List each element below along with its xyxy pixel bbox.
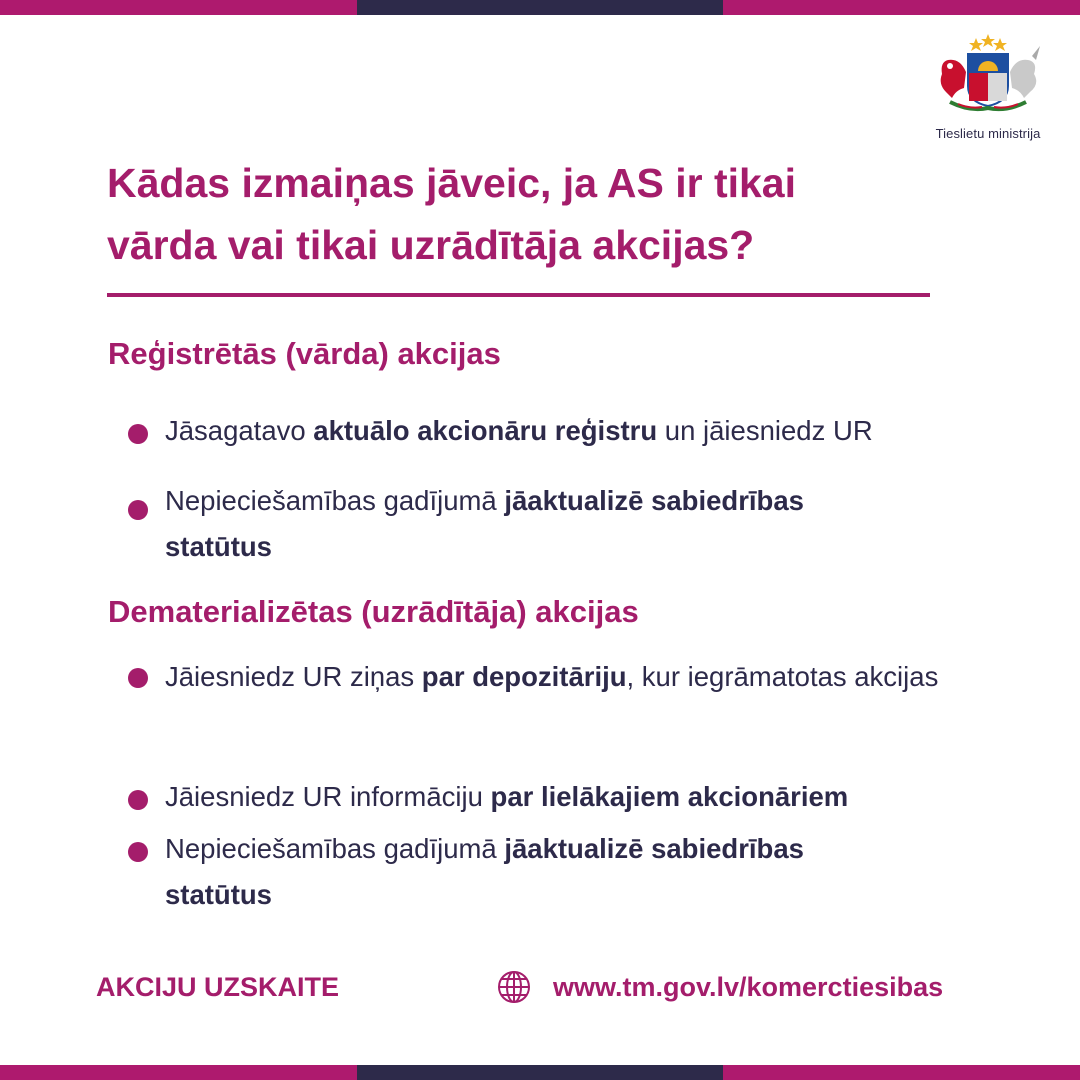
bullet-icon — [128, 842, 148, 862]
list-item: Jāsagatavo aktuālo akcionāru reģistru un jāiesniedz UR — [128, 408, 978, 454]
section-heading-dematerialized: Dematerializētas (uzrādītāja) akcijas — [108, 594, 639, 629]
website-link[interactable]: www.tm.gov.lv/komerctiesibas — [553, 971, 944, 1002]
list-item: Jāiesniedz UR informāciju par lielākajiem akcionāriem — [128, 774, 978, 820]
footer-link[interactable] — [497, 970, 943, 1004]
top-color-bar — [0, 0, 1080, 15]
section-heading-registered: Reģistrētās (vārda) akcijas — [108, 336, 501, 371]
ministry-logo — [920, 32, 1056, 141]
bullet-icon — [128, 500, 148, 520]
title-divider — [107, 293, 930, 297]
bullet-icon — [128, 424, 148, 444]
list-item: Jāiesniedz UR ziņas par depozitāriju, kur iegrāmatotas akcijas — [128, 646, 958, 708]
page-title: Kādas izmaiņas jāveic, ja AS ir tikai vārda vai tikai uzrādītāja akcijas? — [107, 160, 796, 268]
footer-label: AKCIJU UZSKAITE — [96, 972, 340, 1002]
list-item: Nepieciešamības gadījumā jāaktualizē sabiedrības statūtus — [128, 478, 888, 570]
ministry-label: Tieslietu ministrija — [935, 126, 1041, 141]
coat-of-arms-icon — [930, 32, 1046, 112]
bullet-icon — [128, 668, 148, 688]
bullet-icon — [128, 790, 148, 810]
bottom-color-bar — [0, 1065, 1080, 1080]
list-item: Nepieciešamības gadījumā jāaktualizē sabiedrības statūtus — [128, 826, 908, 918]
globe-icon — [497, 970, 531, 1004]
